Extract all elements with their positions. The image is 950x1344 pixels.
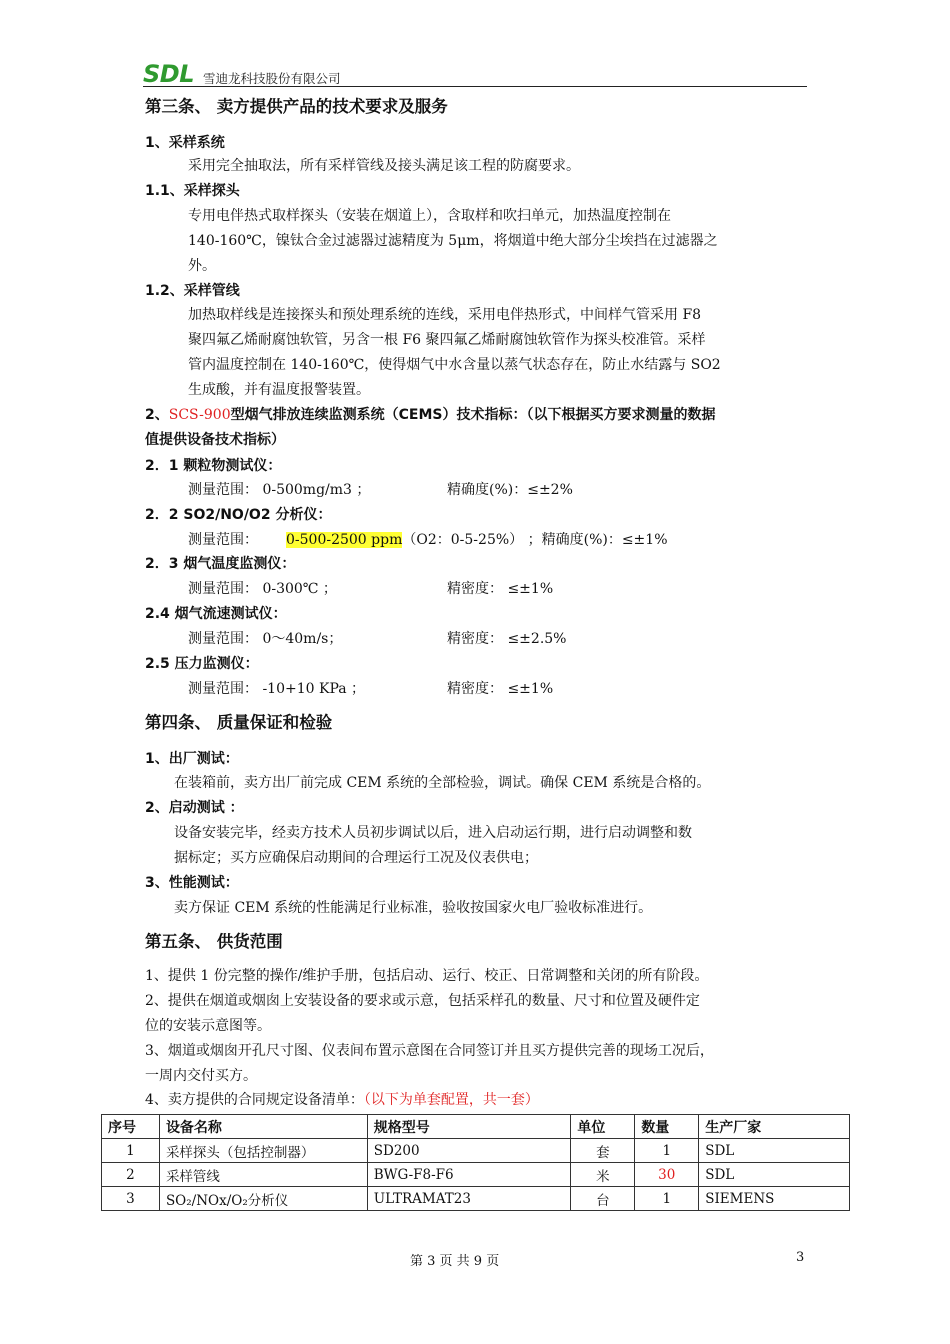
- sampling-system-heading: 1、采样系统: [145, 135, 225, 151]
- supply-line: 3、烟道或烟囱开孔尺寸图、仪表间布置示意图在合同签订并且买方提供完善的现场工况后，: [145, 1043, 714, 1059]
- analyzer-spec-rest: （O2：0-5-25%） ；精确度(%)：≤±1%: [402, 532, 668, 548]
- cell-model: ULTRAMAT23: [367, 1187, 571, 1211]
- supply-line: 位的安装示意图等。: [145, 1018, 271, 1034]
- table-row: [102, 1139, 850, 1163]
- analyzer-range-value: 0-500-2500 ppm: [286, 532, 403, 548]
- sample-line-heading: 1.2、采样管线: [145, 283, 240, 299]
- flow-range: 测量范围： 0～40m/s；: [188, 631, 343, 647]
- analyzer-spec: [188, 531, 668, 549]
- cems-spec-heading-line2: 值提供设备技术指标）: [145, 432, 285, 448]
- section-3-title: 第三条、 卖方提供产品的技术要求及服务: [145, 97, 448, 116]
- col-header-model: 规格型号: [367, 1115, 571, 1139]
- company-name: 雪迪龙科技股份有限公司: [203, 71, 341, 86]
- flow-precision: 精密度： ≤±2.5%: [447, 631, 567, 647]
- temperature-range: 测量范围： 0-300℃ ；: [188, 581, 337, 597]
- cell-model: SD200: [367, 1139, 571, 1163]
- col-header-unit: 单位: [571, 1115, 635, 1139]
- cell-index: 3: [102, 1187, 160, 1211]
- equipment-list-note: （以下为单套配置，共一套）: [363, 1092, 539, 1108]
- pressure-range: 测量范围： -10+10 KPa ；: [188, 681, 366, 697]
- cell-maker: SDL: [699, 1139, 850, 1163]
- cell-qty: 30: [635, 1163, 699, 1187]
- table-header-row: [102, 1115, 850, 1139]
- startup-test-heading: 2、启动测试 ：: [145, 800, 244, 816]
- col-header-qty: 数量: [635, 1115, 699, 1139]
- sdl-logo: SDL: [143, 60, 194, 88]
- equipment-table: [101, 1114, 850, 1211]
- cems-spec-heading: [145, 406, 715, 424]
- particulate-range: 测量范围： 0-500mg/m3 ；: [188, 482, 371, 498]
- particulate-heading: 2．1 颗粒物测试仪：: [145, 458, 282, 474]
- factory-test-text: 在装箱前，卖方出厂前完成 CEM 系统的全部检验，调试。确保 CEM 系统是合格的。: [174, 775, 711, 791]
- supply-line: 1、提供 1 份完整的操作/维护手册，包括启动、运行、校正、日常调整和关闭的所有阶段。: [145, 968, 709, 984]
- col-header-index: 序号: [102, 1115, 160, 1139]
- probe-line: 外。: [188, 258, 216, 274]
- cems-prefix: 2、: [145, 407, 169, 423]
- cell-unit: 台: [571, 1187, 635, 1211]
- col-header-maker: 生产厂家: [699, 1115, 850, 1139]
- supply-line-4: [145, 1091, 539, 1109]
- cell-unit: 套: [571, 1139, 635, 1163]
- pressure-precision: 精密度： ≤±1%: [447, 681, 554, 697]
- cell-name: 采样管线: [159, 1163, 367, 1187]
- startup-test-text: 据标定；买方应确保启动期间的合理运行工况及仪表供电；: [174, 850, 538, 866]
- cell-name: SO₂/NOx/O₂分析仪: [159, 1187, 367, 1211]
- supply-line: 一周内交付买方。: [145, 1068, 257, 1084]
- cell-name: 采样探头（包括控制器）: [159, 1139, 367, 1163]
- table-row: [102, 1187, 850, 1211]
- performance-test-heading: 3、性能测试：: [145, 875, 239, 891]
- performance-test-text: 卖方保证 CEM 系统的性能满足行业标准，验收按国家火电厂验收标准进行。: [174, 900, 653, 916]
- page-counter: 第 3 页 共 9 页: [410, 1254, 500, 1269]
- supply-line: 2、提供在烟道或烟囱上安装设备的要求或示意，包括采样孔的数量、尺寸和位置及硬件定: [145, 993, 700, 1009]
- cell-qty: 1: [635, 1139, 699, 1163]
- cell-unit: 米: [571, 1163, 635, 1187]
- cell-index: 1: [102, 1139, 160, 1163]
- analyzer-range-label: 测量范围：: [188, 532, 258, 548]
- pressure-heading: 2.5 压力监测仪：: [145, 656, 259, 672]
- section-5-title: 第五条、 供货范围: [145, 932, 283, 951]
- page-number: 3: [796, 1250, 805, 1265]
- factory-test-heading: 1、出厂测试：: [145, 751, 239, 767]
- probe-heading: 1.1、采样探头: [145, 183, 240, 199]
- probe-line: 140-160℃，镍钛合金过滤器过滤精度为 5μm，将烟道中绝大部分尘埃挡在过滤器之: [188, 233, 718, 249]
- analyzer-heading: 2．2 SO2/NO/O2 分析仪：: [145, 507, 332, 523]
- col-header-name: 设备名称: [159, 1115, 367, 1139]
- equipment-list-intro: 4、卖方提供的合同规定设备清单：: [145, 1092, 364, 1108]
- cell-index: 2: [102, 1163, 160, 1187]
- temperature-heading: 2．3 烟气温度监测仪：: [145, 556, 296, 572]
- cems-model: SCS-900: [168, 407, 231, 423]
- flow-heading: 2.4 烟气流速测试仪：: [145, 606, 287, 622]
- sample-line-text: 聚四氟乙烯耐腐蚀软管，另含一根 F6 聚四氟乙烯耐腐蚀软管作为探头校准管。采样: [188, 332, 706, 348]
- cell-model: BWG-F8-F6: [367, 1163, 571, 1187]
- probe-line: 专用电伴热式取样探头（安装在烟道上），含取样和吹扫单元，加热温度控制在: [188, 208, 671, 224]
- particulate-accuracy: 精确度(%)：≤±2%: [447, 482, 573, 498]
- table-row: [102, 1163, 850, 1187]
- temperature-precision: 精密度： ≤±1%: [447, 581, 554, 597]
- cell-maker: SIEMENS: [699, 1187, 850, 1211]
- sample-line-text: 生成酸，并有温度报警装置。: [188, 382, 370, 398]
- startup-test-text: 设备安装完毕，经卖方技术人员初步调试以后，进入启动运行期，进行启动调整和数: [174, 825, 692, 841]
- sampling-system-text: 采用完全抽取法，所有采样管线及接头满足该工程的防腐要求。: [188, 158, 580, 174]
- cems-title-rest: 型烟气排放连续监测系统（CEMS）技术指标：（以下根据买方要求测量的数据: [230, 407, 716, 423]
- cell-qty: 1: [635, 1187, 699, 1211]
- page-header: [143, 62, 807, 87]
- section-4-title: 第四条、 质量保证和检验: [145, 713, 333, 732]
- sample-line-text: 加热取样线是连接探头和预处理系统的连线，采用电伴热形式，中间样气管采用 F8: [188, 307, 702, 323]
- cell-maker: SDL: [699, 1163, 850, 1187]
- sample-line-text: 管内温度控制在 140-160℃，使得烟气中水含量以蒸气状态存在，防止水结露与 SO2: [188, 357, 721, 373]
